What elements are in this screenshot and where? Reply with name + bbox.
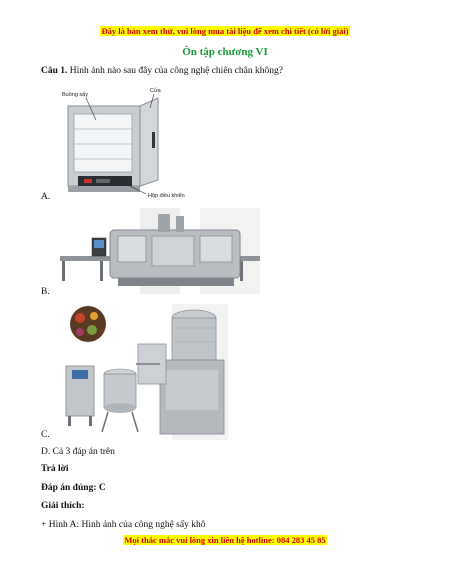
option-a: A. — [41, 192, 51, 202]
question-1 — [41, 66, 283, 76]
hotline-banner — [0, 535, 450, 545]
preview-notice-text: Đây là bản xem thử, vui lòng mua tài liệu để xem chi tiết (có lời giải) — [101, 26, 349, 36]
option-d: D. Cả 3 đáp án trên — [41, 447, 115, 457]
preview-notice-banner — [0, 26, 450, 36]
question-text: Hình ảnh nào sau đây của công nghệ chiên chân không? — [67, 66, 283, 76]
vacuum-fryer-image — [62, 304, 228, 440]
option-c: C. — [41, 430, 50, 440]
correct-answer: Đáp án đúng: C — [41, 483, 106, 493]
hotline-text: Mọi thắc mắc vui lòng xin liên hệ hotline: 084 283 45 85 — [124, 535, 326, 545]
explanation-item-a: + Hình A: Hình ảnh của công nghệ sấy khô — [41, 520, 206, 530]
label-control-box: Hộp điều khiển — [148, 193, 185, 199]
label-drying-chamber: Buồng sấy — [62, 92, 88, 98]
option-b: B. — [41, 287, 50, 297]
question-label: Câu 1. — [41, 66, 68, 76]
explanation-heading: Giải thích: — [41, 501, 85, 511]
drying-oven-image — [60, 84, 220, 202]
chapter-title: Ôn tập chương VI — [182, 46, 268, 58]
conveyor-machine-image — [60, 208, 260, 294]
label-door: Cửa — [150, 88, 161, 94]
answer-heading: Trả lời — [41, 464, 69, 474]
